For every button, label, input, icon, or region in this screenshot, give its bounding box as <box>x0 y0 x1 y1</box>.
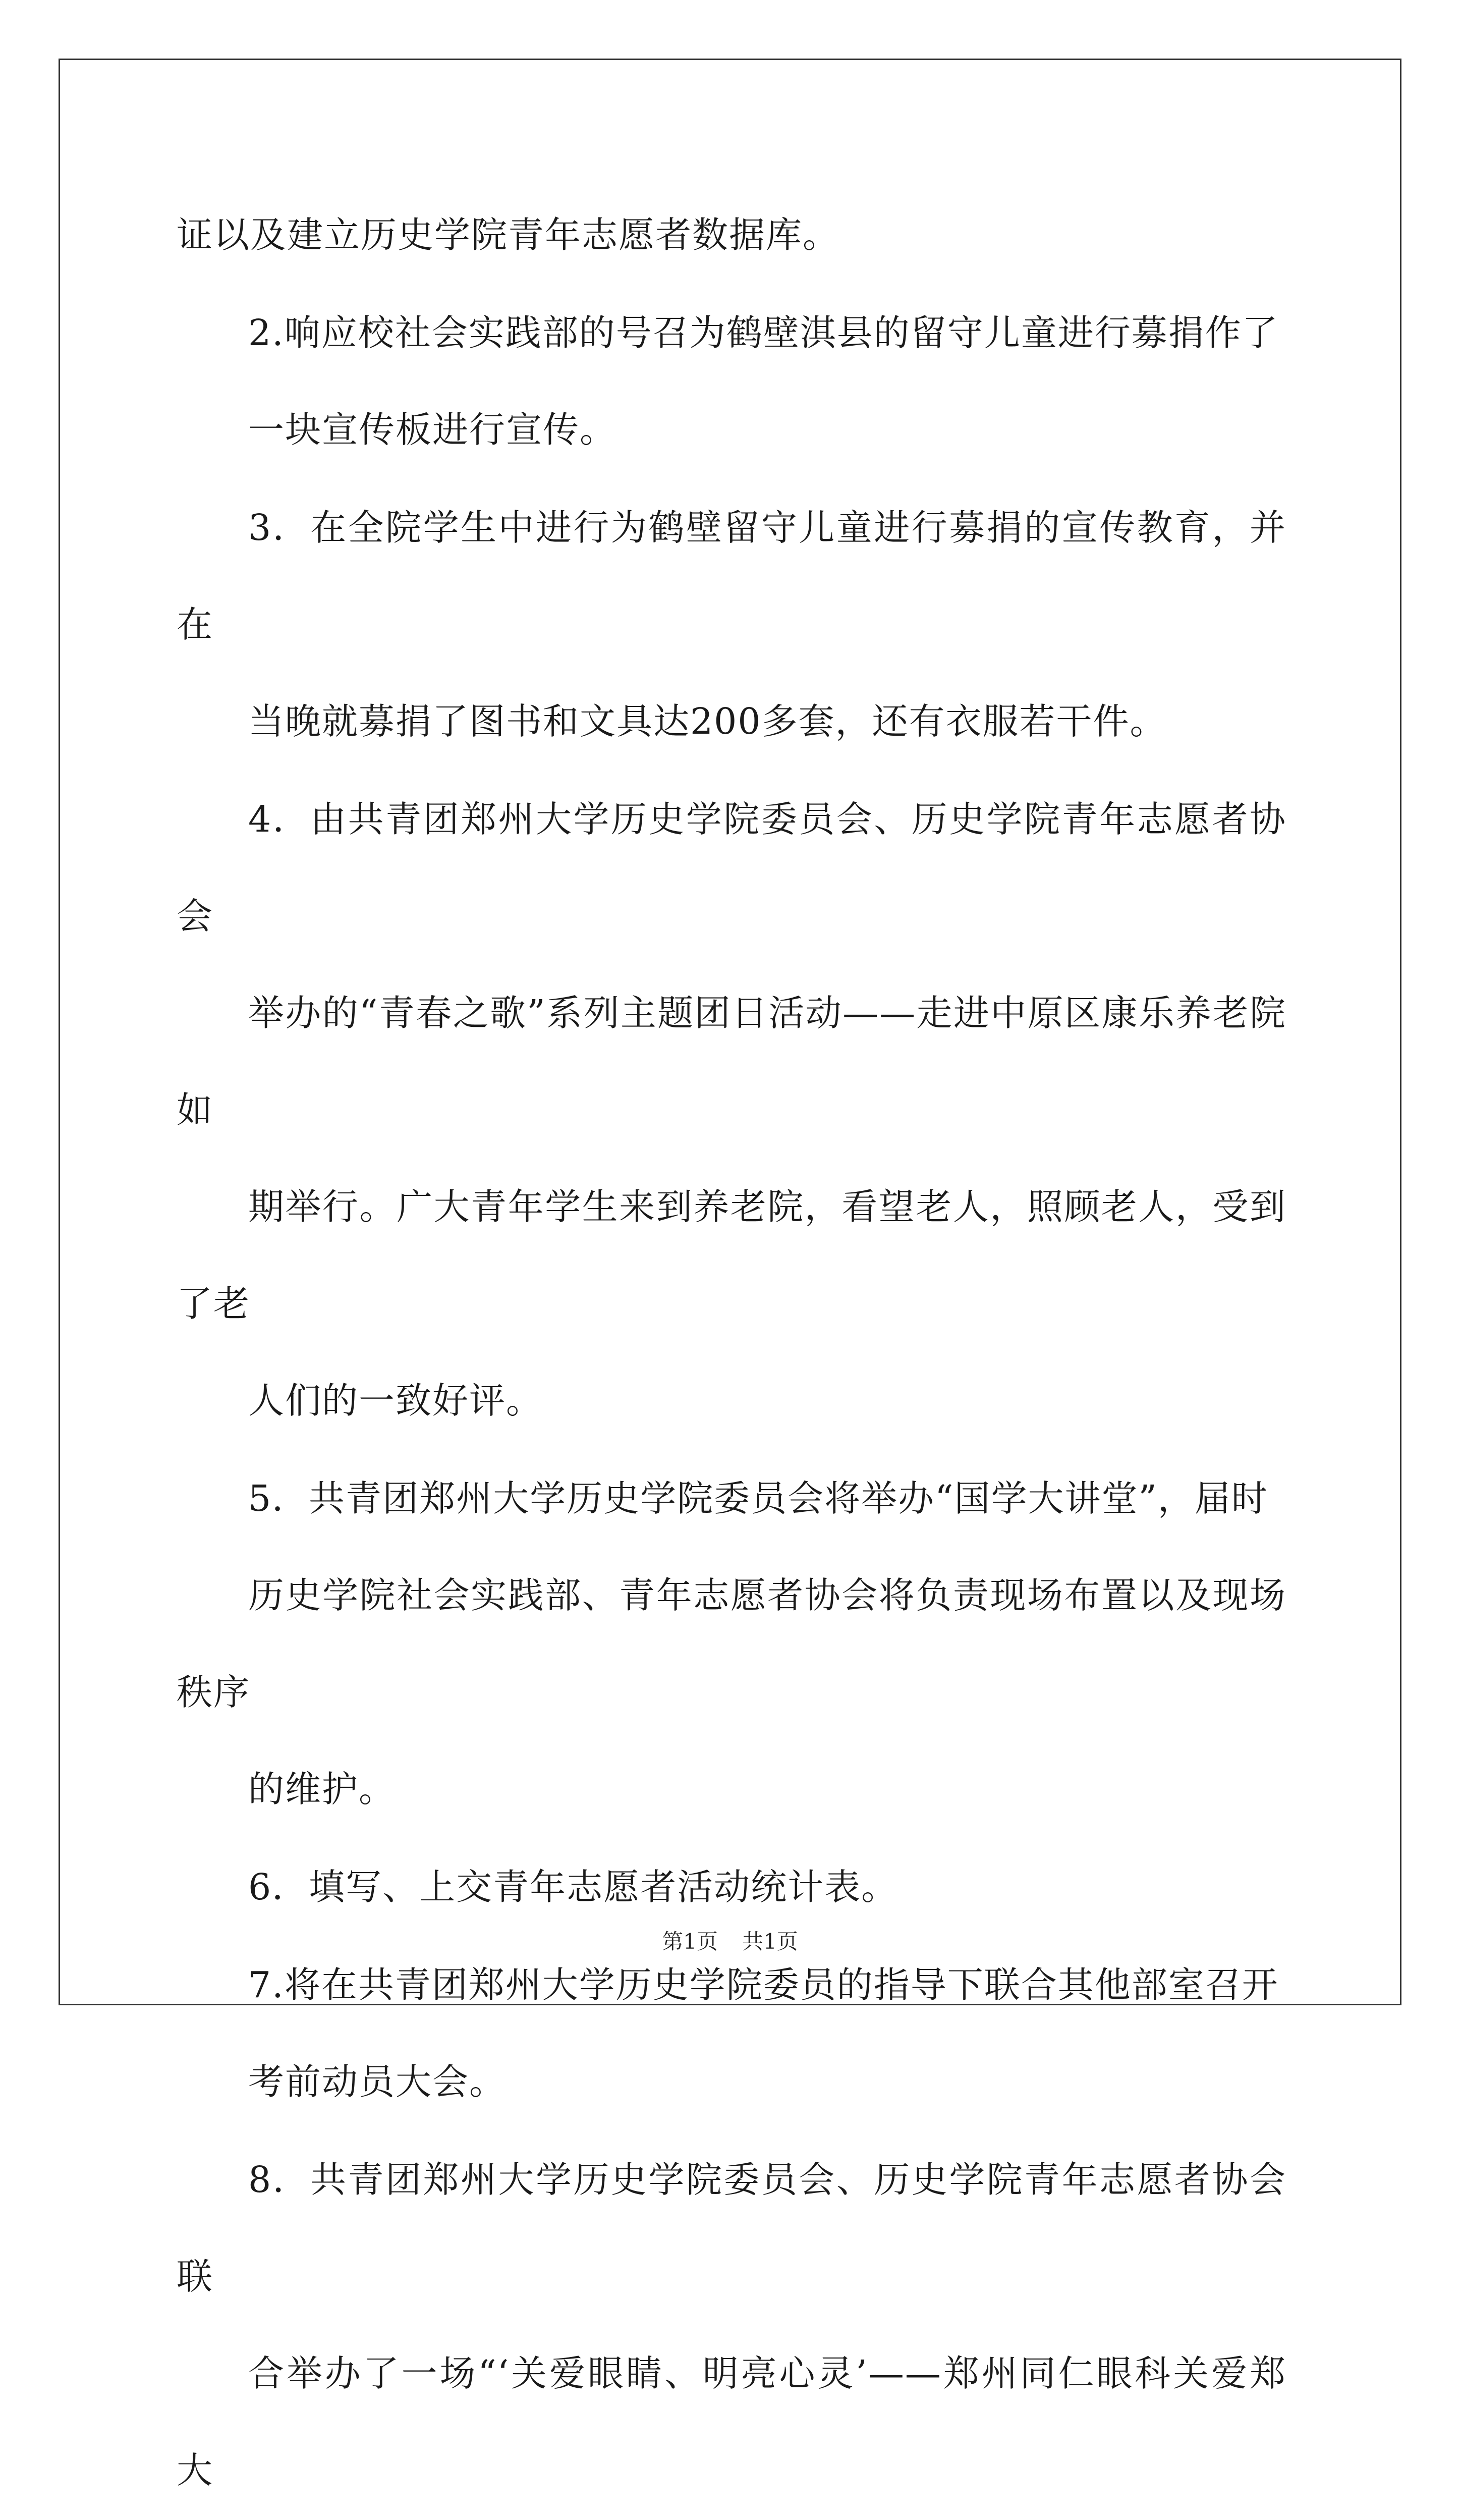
paragraph-4 <box>177 771 1286 1449</box>
text-line: 3．在全院学生中进行为鹤壁留守儿童进行募捐的宣传教育，并在 <box>177 507 1286 645</box>
page-footer <box>0 1925 1460 1955</box>
text-line: 证以及建立历史学院青年志愿者数据库。 <box>177 214 840 256</box>
page-number-total: 共1页 <box>742 1929 798 1954</box>
text-line: 人们的一致好评。 <box>248 1380 543 1421</box>
text-line: 历史学院社会实践部、青年志愿者协会将负责现场布置以及现场秩序 <box>177 1574 1286 1713</box>
text-line: 5．共青团郑州大学历史学院委员会将举办“国学大讲堂”，届时 <box>248 1477 1268 1519</box>
text-line: 的维护。 <box>248 1768 396 1810</box>
paragraph-2 <box>177 285 1286 478</box>
text-line: 合举办了一场“‘关爱眼睛、明亮心灵’——郑州同仁眼科关爱郑大 <box>177 2352 1286 2491</box>
text-line: 6．填写、上交青年志愿者活动统计表。 <box>248 1866 899 1908</box>
text-line: 8．共青团郑州大学历史学院委员会、历史学院青年志愿者协会联 <box>177 2159 1286 2297</box>
text-line: 考前动员大会。 <box>248 2061 507 2103</box>
text-line: 2.响应校社会实践部的号召为鹤壁淇县的留守儿童进行募捐作了 <box>248 312 1279 354</box>
paragraph-6 <box>177 1839 1286 1936</box>
text-line: 4．由共青团郑州大学历史学院委员会、历史学院青年志愿者协会 <box>177 798 1286 937</box>
text-line: 一块宣传板进行宣传。 <box>248 409 617 451</box>
text-line: 当晚就募捐了图书和文具达200多套，还有衣服若干件。 <box>248 700 1167 742</box>
text-line: 7.将在共青团郑州大学历史学院委员的指导下联合其他部室召开 <box>248 1964 1279 2006</box>
document-body <box>177 187 1286 2520</box>
paragraph-5 <box>177 1450 1286 1838</box>
paragraph-1 <box>177 187 1286 284</box>
paragraph-8 <box>177 2131 1286 2519</box>
text-line: 举办的“青春之歌”系列主题团日活动——走进中原区康乐养老院如 <box>177 992 1286 1131</box>
page-number-current: 第1页 <box>662 1929 718 1954</box>
paragraph-3 <box>177 479 1286 770</box>
text-line: 期举行。广大青年学生来到养老院，看望老人，照顾老人，受到了老 <box>177 1186 1286 1325</box>
paragraph-7 <box>177 1937 1286 2130</box>
